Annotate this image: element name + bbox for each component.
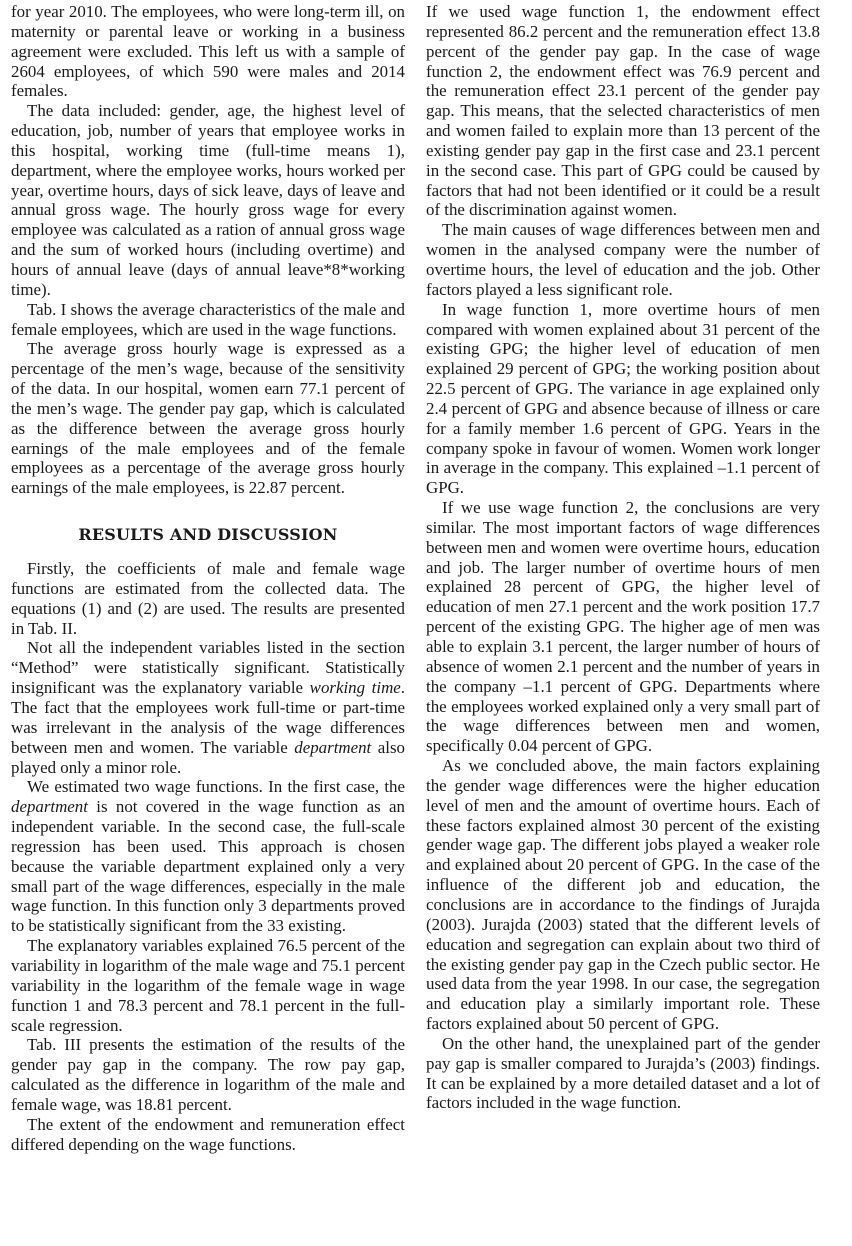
text-run: is not covered in the wage function as an independent variable. In the second case, the full-scale regression has been used. This approach is chosen because the variable department explained only a very small part of the wage differences, especially in the male wage function. In this function only 3 departments proved to be statistically significant from the 33 existing.: [11, 797, 405, 936]
paragraph-main-factors: As we concluded above, the main factors explaining the gender wage differences were the higher education level of men and the amount of overtime hours. Each of these factors explained almost 30 percent of the existing gender wage gap. The different jobs played a weaker role and explained about 20 percent of GPG. In the case of the influence of the different job and education, the conclusions are in accordance to the findings of Jurajda (2003). Jurajda (2003) stated that the different levels of education and segregation can explain about two third of the existing gender pay gap in the Czech public sector. He used data from the year 1998. In our case, the segregation and education play a similarly important role. These factors explained about 50 percent of GPG.: [426, 756, 820, 1034]
text-run: Not all the independent variables listed in the section “Method” were statistically significant. Statistically insignificant was the explanatory variable: [11, 638, 405, 698]
paragraph-coefficients: Firstly, the coefficients of male and female wage functions are estimated from the collected data. The equations (1) and (2) are used. The results are presented in Tab. II.: [11, 559, 405, 638]
paragraph-wage-function-2: If we use wage function 2, the conclusions are very similar. The most important factors of wage differences between men and women were overtime hours, education and job. The larger number of overtime hours of men explained 28 percent of GPG, the higher level of education of men 27.1 percent and the work position 17.7 percent of the existing GPG. The higher age of men was able to explain 3.1 percent, the larger number of hours of absence of women 2.1 percent and the number of years in the company –1.1 percent of GPG. Departments where the employees worked explained only a very small part of the wage differences between men and women, specifically 0.04 percent of GPG.: [426, 498, 820, 756]
term-department: department: [11, 797, 88, 817]
paragraph-significance: [11, 638, 405, 777]
paragraph-average-wage: The average gross hourly wage is expressed as a percentage of the men’s wage, because of the sensitivity of the data. In our hospital, women earn 77.1 percent of the men’s wage. The gender pay gap, which is calculated as the difference between the average gross hourly earnings of the male employees and of the female employees as a percentage of the average gross hourly earnings of the male employees, is 22.87 percent.: [11, 339, 405, 498]
paragraph-endowment-intro: The extent of the endowment and remuneration effect differed depending on the wage functions.: [11, 1114, 405, 1154]
paragraph-wage-function-1: In wage function 1, more overtime hours of men compared with women explained about 31 percent of the existing GPG; the higher level of education of men explained 29 percent of GPG; the working position about 22.5 percent of GPG. The variance in age explained only 2.4 percent of GPG and absence because of illness or care for a family member 1.6 percent of GPG. Years in the company spoke in favour of women. Women work longer in average in the company. This explained –1.1 percent of GPG.: [426, 299, 820, 498]
text-run: . The fact that the employees work full-time or part-time was irrelevant in the analysis of the wage differences between men and women. The variable: [11, 678, 405, 757]
term-working-time: working time: [309, 678, 401, 698]
left-column: [11, 2, 405, 1154]
right-column: [426, 2, 820, 1113]
paragraph-two-wage-functions: [11, 777, 405, 936]
paragraph-main-causes: The main causes of wage differences between men and women in the analysed company were the number of overtime hours, the level of education and the job. Other factors played a less significant role.: [426, 220, 820, 299]
paragraph-sample-description: for year 2010. The employees, who were long-term ill, on maternity or parental leave or working in a business agreement were excluded. This left us with a sample of 2604 employees, of which 590 were males and 2014 females.: [11, 2, 405, 101]
paragraph-tab-i: Tab. I shows the average characteristics of the male and female employees, which are used in the wage functions.: [11, 299, 405, 339]
paragraph-data-included: The data included: gender, age, the highest level of education, job, number of years that employee works in this hospital, working time (full-time means 1), department, where the employee works, hours worked per year, overtime hours, days of sick leave, days of leave and annual gross wage. The hourly gross wage for every employee was calculated as a ration of annual gross wage and the sum of worked hours (including overtime) and hours of annual leave (days of annual leave*8*working time).: [11, 101, 405, 299]
text-run: We estimated two wage functions. In the first case, the: [27, 777, 405, 797]
term-department: department: [294, 737, 372, 757]
paragraph-variability: The explanatory variables explained 76.5 percent of the variability in logarithm of the male wage and 75.1 percent variability in the logarithm of the female wage in wage function 1 and 78.3 percent and 78.1 percent in the full-scale regression.: [11, 936, 405, 1035]
paragraph-unexplained-part: On the other hand, the unexplained part of the gender pay gap is smaller compared to Jurajda’s (2003) findings. It can be explained by a more detailed dataset and a lot of factors included in the wage function.: [426, 1033, 820, 1113]
section-heading-results: RESULTS AND DISCUSSION: [78, 525, 338, 545]
text-run: also played only a minor role.: [11, 737, 405, 777]
paragraph-endowment-effect: If we used wage function 1, the endowment effect represented 86.2 percent and the remuneration effect 13.8 percent of the gender pay gap. In the case of wage function 2, the endowment effect was 76.9 percent and the remuneration effect 23.1 percent of the gender pay gap. This means, that the selected characteristics of men and women failed to explain more than 13 percent of the existing gender pay gap in the first case and 23.1 percent in the second case. This part of GPG could be caused by factors that had not been identified or it could be a result of the discrimination against women.: [426, 2, 820, 220]
paragraph-tab-iii: Tab. III presents the estimation of the results of the gender pay gap in the company. The row pay gap, calculated as the difference in logarithm of the male and female wage, was 18.81 percent.: [11, 1035, 405, 1114]
